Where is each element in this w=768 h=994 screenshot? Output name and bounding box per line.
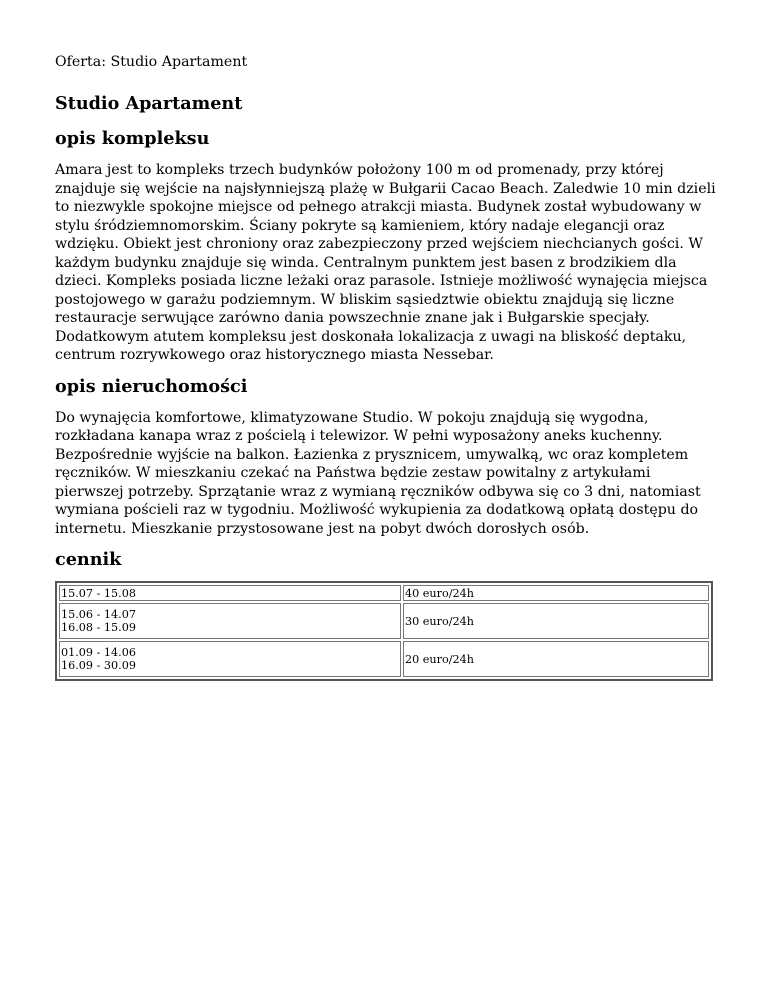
pricing-period: 16.09 - 30.09 — [61, 659, 136, 672]
pricing-period-cell — [59, 585, 401, 601]
complex-description-text: Amara jest to kompleks trzech budynków położony 100 m od promenady, przy której znajduje się wejście na najsłynniejszą plażę w Bułgarii Cacao Beach. Zaledwie 10 min dzieli to niezwykle spokojne miejsce od pełnego atrakcji miasta. Budynek został wybudowany w stylu śródziemnomorskim. Ściany pokryte są kamieniem, który nadaje elegancji oraz wdzięku. Obiekt jest chroniony oraz zabezpieczony przed wejściem niechcianych gości. W każdym budynku znajduje się winda. Centralnym punktem jest basen z brodzikiem dla dzieci. Kompleks posiada liczne leżaki oraz parasole. Istnieje możliwość wynajęcia miejsca postojowego w garażu podziemnym. W bliskim sąsiedztwie obiektu znajdują się liczne restauracje serwujące zarówno dania powszechnie znane jak i Bułgarskie specjały. Dodatkowym atutem kompleksu jest doskonała lokalizacja z uwagi na bliskość deptaku, centrum rozrywkowego oraz historycznego miasta Nessebar. — [55, 162, 716, 363]
pricing-period: 15.07 - 15.08 — [61, 586, 136, 600]
pricing-row — [59, 641, 709, 677]
property-description-text: Do wynajęcia komfortowe, klimatyzowane Studio. W pokoju znajdują się wygodna, rozkładana kanapa wraz z pościelą i telewizor. W pełni wyposażony aneks kuchenny. Bezpośrednie wyjście na balkon. Łazienka z prysznicem, umywalką, wc oraz kompletem ręczników. W mieszkaniu czekać na Państwa będzie zestaw powitalny z artykułami pierwszej potrzeby. Sprzątanie wraz z wymianą ręczników odbywa się co 3 dni, natomiast wymiana pościeli raz w tygodniu. Możliwość wykupienia za dodatkową opłatą dostępu do internetu. Mieszkanie przystosowane jest na pobyt dwóch dorosłych osób. — [55, 409, 701, 537]
pricing-period: 16.08 - 15.09 — [61, 621, 136, 634]
pricing-price-cell: 20 euro/24h — [403, 641, 709, 677]
pricing-price-cell: 30 euro/24h — [403, 603, 709, 639]
offer-line: Oferta: Studio Apartament — [55, 54, 248, 70]
pricing-period: 01.09 - 14.06 — [61, 646, 136, 659]
pricing-table — [55, 581, 713, 681]
pricing-period: 15.06 - 14.07 — [61, 608, 136, 621]
document-page — [55, 53, 715, 681]
pricing-row — [59, 585, 709, 601]
pricing-period-cell — [59, 641, 401, 677]
pricing-heading: cennik — [55, 549, 122, 570]
page-title: Studio Apartament — [55, 93, 243, 114]
pricing-period-cell — [59, 603, 401, 639]
complex-description-heading: opis kompleksu — [55, 128, 210, 149]
pricing-price-cell: 40 euro/24h — [403, 585, 709, 601]
pricing-row — [59, 603, 709, 639]
property-description-heading: opis nieruchomości — [55, 375, 248, 397]
